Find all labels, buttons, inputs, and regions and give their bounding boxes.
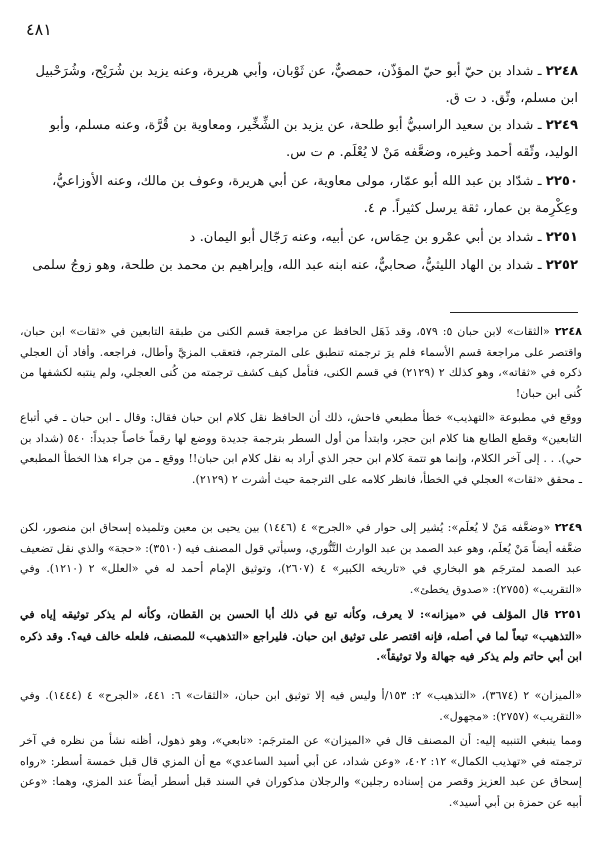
entry-number: ٢٢٥٢: [545, 258, 578, 273]
footnote-2251: [20, 604, 582, 667]
entry-text: ـ شداد بن الهاد الليثيُّ، صحابيٌّ، عنه ابنه عبد الله، وإبراهيم بن محمد بن طلحة، وهو زوجُ سلمى: [32, 258, 542, 273]
page-number: ٤٨١: [26, 20, 52, 39]
entry-text: ـ شداد بن سعيد الراسبيُّ أبو طلحة، عن يزيد بن الشِّخِّير، ومعاوية بن قُرَّة، وعنه مسلم، وأبو الوليد، وثّقه أحمد وغيره، وضعَّفه مَنْ لا يُعْلَم. م ت س.: [49, 118, 578, 160]
entry-number: ٢٢٤٩: [545, 118, 578, 133]
footnote-paragraph: «الثقات» لابن حبان ٥: ٥٧٩، وقد ذَهَل الحافظ عن مراجعة قسم الكنى من طبقة التابعين في «ثقات» ابن حبان، واقتصر على مراجعة قسم الأسماء فلم يرَ ترجمته تنطبق على المترجم، فتعقب المزيَّ وأطال، فراجعه. وأفاد أن العجلي ذكره في «ثقاته»، وهو كذلك ٢ (٢١٢٩) في قسم الكنى، فتأمل كيف كشف ترجمته من كُنى العجلي، ولم ينتبه لكشفها من كُنى ابن حبان!: [20, 325, 582, 400]
entry-number: ٢٢٤٨: [545, 64, 578, 79]
entry-2250: [22, 168, 578, 222]
footnote-paragraph: قال المؤلف في «ميزانه»: لا يعرف، وكأنه تبع في ذلك أبا الحسن بن القطان، وكأنه لم يذكر توثيقه إياه في «التذهيب» تبعاً لما في أصله، فإنه اقتصر على توثيق ابن حبان. فليراجع «التذهيب» للمصنف، فلعله خالف فيه؟. وقد ذكره ابن أبي حاتم ولم يذكر فيه جهالة ولا توثيقاً».: [20, 607, 582, 663]
footnote-number: ٢٢٥١: [554, 608, 582, 621]
entry-number: ٢٢٥٠: [545, 174, 578, 189]
entry-2249: [22, 112, 578, 166]
footnote-paragraph: ووقع في مطبوعة «التهذيب» خطأ مطبعي فاحش، ذلك أن الحافظ نقل كلام ابن حبان فقال: وقال ـ ابن حبان ـ في أتباع التابعين» وقطع الطابع هنا كلام ابن حجر، وابتدأ من أول السطر بترجمة جديدة ووضع لها رقماً خاصاً جديداً: ٥٤٠ (شداد بن حي). . . إلى آخر الكلام، وإنما هو تتمة كلام ابن حجر الذي أراد به نقل كلام ابن حبان!! ووقع ـ من جراء هذا الخطأ المطبعي ـ محقق «ثقات» العجلي في الخطأ، فانظر كلامه على الترجمة حيث أشرت ٢ (٢١٢٩).: [20, 411, 582, 486]
footnote-continuation: [20, 686, 582, 813]
entry-text: ـ شداد بن أبي عمْرو بن حِمَاس، عن أبيه، وعنه رَجّال أبو اليمان. د: [189, 230, 542, 245]
entry-number: ٢٢٥١: [545, 230, 578, 245]
entry-2252: [22, 252, 578, 279]
footnote-separator: [450, 312, 578, 313]
entry-2248: [22, 58, 578, 112]
footnote-2248: [20, 322, 582, 490]
footnote-number: ٢٢٤٨: [554, 325, 583, 338]
footnote-2249: [20, 518, 582, 600]
footnote-number: ٢٢٤٩: [554, 521, 583, 534]
entry-text: ـ شداد بن حيّ أبو حيّ المؤذّن، حمصيٌّ، عن ثَوْبان، وأبي هريرة، وعنه يزيد بن شُرَيْح، وشُرَحْبيل ابن مسلم، وثّق. د ت ق.: [35, 64, 578, 106]
footnote-paragraph: «الميزان» ٢ (٣٦٧٤)، «التذهيب» ٢: ١٥٣/أ وليس فيه إلا توثيق ابن حبان، «الثقات» ٦: ٤٤١، «الجرح» ٤ (١٤٤٤). وفي «التقريب» (٢٧٥٧): «مجهول».: [20, 689, 582, 723]
footnote-paragraph: ومما ينبغي التنبيه إليه: أن المصنف قال في «الميزان» عن المترجَم: «تابعي»، وهو ذهول، أظنه نشأ من نظره في آخر ترجمته في «تهذيب الكمال» ١٢: ٤٠٢، «وعن شداد، عن أبي أسيد الساعدي» مع أن المزي قال قبل خمسة أسطر: «رواه إسحاق عن عبد العزيز وقصر من إسناده رجلين» والرجلان مذكوران في السند قبل أسطر أيضاً عند المزي، وهما: «وعن أبيه عن حمزة بن أبي أسيد».: [20, 734, 583, 809]
footnote-paragraph: «وضعَّفه مَنْ لا يُعلَم»: يُشير إلى حوار في «الجرح» ٤ (١٤٤٦) بين يحيى بن معين وتلميذه إسحاق ابن منصور، لكن ضعَّفه أيضاً مَنْ يُعلَم، وهو عبد الصمد بن عبد الوارث التَّنُّوري، وسيأتي قول المصنف فيه (٣٥١٠): «حجة» والذي نقل تضعيف عبد الصمد لمترجَم هو البخاري في «تاريخه الكبير» ٤ (٢٦٠٧)، وتوثيق الإمام أحمد له في «العلل» ٢ (١٢١٠). وفي «التقريب» (٢٧٥٥): «صدوق يخطئ».: [20, 521, 583, 596]
entry-2251: [22, 224, 578, 251]
entry-text: ـ شدّاد بن عبد الله أبو عمّار، مولى معاوية، عن أبي هريرة، وعوف بن مالك، وعنه الأوزاعيُّ، وعِكْرِمة بن عمار، ثقة يرسل كثيراً. م ٤.: [52, 174, 578, 216]
